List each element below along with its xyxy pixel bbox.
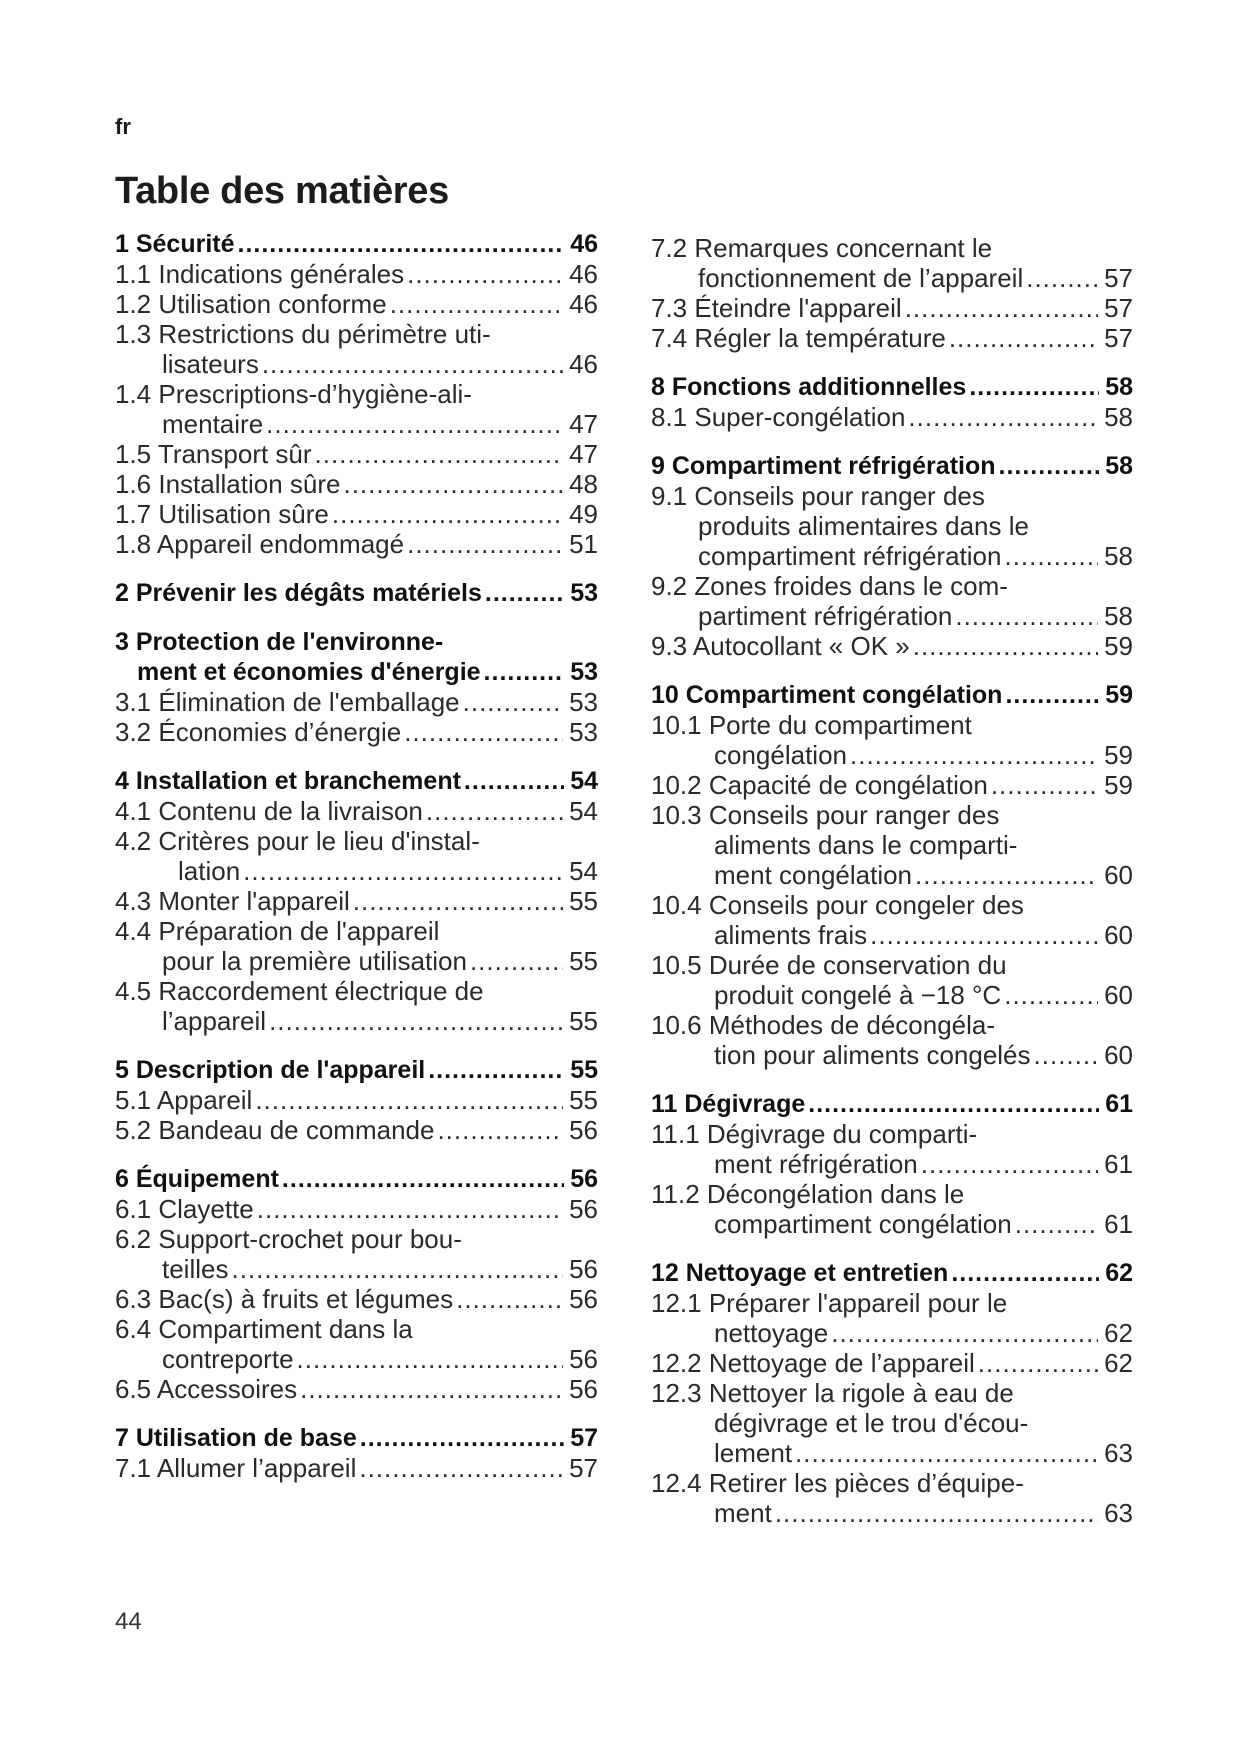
- page-ref: 46: [569, 349, 598, 379]
- page-ref: 53: [570, 579, 598, 607]
- page-ref: 57: [1104, 293, 1133, 323]
- page-ref: 60: [1104, 860, 1133, 890]
- page-ref: 53: [569, 687, 598, 717]
- page-ref: 55: [569, 1006, 598, 1036]
- page-ref: 46: [570, 230, 598, 258]
- page-ref: 57: [1104, 263, 1133, 293]
- page-number: 44: [115, 1608, 142, 1635]
- page-ref: 57: [1104, 323, 1133, 353]
- toc-chapter-2[interactable]: 2 Prévenir les dégâts matériels ..... 53: [115, 578, 598, 608]
- toc-section-10-3[interactable]: 10.3 Conseils pour ranger des aliments dans le comparti- ment congélation ..... 60: [651, 800, 1133, 890]
- toc-section-6-3[interactable]: 6.3 Bac(s) à fruits et légumes ..... 56: [115, 1284, 598, 1314]
- page-ref: 54: [570, 767, 598, 795]
- page-ref: 56: [569, 1115, 598, 1145]
- page-title: Table des matières: [115, 170, 449, 212]
- page-ref: 46: [569, 259, 598, 289]
- page-ref: 58: [1104, 601, 1133, 631]
- toc-section-5-1[interactable]: 5.1 Appareil ..... 55: [115, 1085, 598, 1115]
- toc-section-8-1[interactable]: 8.1 Super-congélation ..... 58: [651, 402, 1133, 432]
- page-ref: 58: [1105, 373, 1133, 401]
- toc-chapter-8[interactable]: 8 Fonctions additionnelles ..... 58: [651, 372, 1133, 402]
- toc-section-4-2[interactable]: 4.2 Critères pour le lieu d'instal- lation ..... 54: [115, 826, 598, 886]
- page-ref: 58: [1104, 402, 1133, 432]
- page-ref: 59: [1105, 681, 1133, 709]
- toc-chapter-1[interactable]: 1 Sécurité ..... 46: [115, 229, 598, 259]
- page-ref: 51: [569, 529, 598, 559]
- toc-section-3-2[interactable]: 3.2 Économies d’énergie ..... 53: [115, 717, 598, 747]
- page-ref: 55: [569, 1085, 598, 1115]
- page-ref: 59: [1104, 631, 1133, 661]
- page-ref: 62: [1105, 1259, 1133, 1287]
- toc-chapter-4[interactable]: 4 Installation et branchement ..... 54: [115, 766, 598, 796]
- toc-chapter-12[interactable]: 12 Nettoyage et entretien ..... 62: [651, 1258, 1133, 1288]
- language-code: fr: [115, 114, 131, 139]
- toc-section-6-4[interactable]: 6.4 Compartiment dans la contreporte ..... 56: [115, 1314, 598, 1374]
- page-ref: 56: [569, 1284, 598, 1314]
- toc-chapter-10[interactable]: 10 Compartiment congélation ..... 59: [651, 680, 1133, 710]
- page-ref: 46: [569, 289, 598, 319]
- page-ref: 47: [569, 409, 598, 439]
- toc-section-4-4[interactable]: 4.4 Préparation de l'appareil pour la première utilisation ..... 55: [115, 916, 598, 976]
- toc-section-12-3[interactable]: 12.3 Nettoyer la rigole à eau de dégivrage et le trou d'écou- lement ..... 63: [651, 1378, 1133, 1468]
- page-ref: 56: [569, 1254, 598, 1284]
- page-ref: 60: [1104, 920, 1133, 950]
- toc-section-1-3[interactable]: 1.3 Restrictions du périmètre uti- lisateurs ..... 46: [115, 319, 598, 379]
- toc-chapter-9[interactable]: 9 Compartiment réfrigération ..... 58: [651, 451, 1133, 481]
- toc-section-11-1[interactable]: 11.1 Dégivrage du comparti- ment réfrigération ..... 61: [651, 1119, 1133, 1179]
- toc-section-1-1[interactable]: 1.1 Indications générales ..... 46: [115, 259, 598, 289]
- page-ref: 59: [1104, 740, 1133, 770]
- page-ref: 58: [1105, 452, 1133, 480]
- toc-section-1-2[interactable]: 1.2 Utilisation conforme ..... 46: [115, 289, 598, 319]
- toc-section-9-1[interactable]: 9.1 Conseils pour ranger des produits alimentaires dans le compartiment réfrigération ..... 58: [651, 481, 1133, 571]
- page-ref: 53: [569, 717, 598, 747]
- page-ref: 57: [570, 1424, 598, 1452]
- page-ref: 61: [1105, 1090, 1133, 1118]
- toc-chapter-7[interactable]: 7 Utilisation de base ..... 57: [115, 1423, 598, 1453]
- toc-chapter-3[interactable]: 3 Protection de l'environne- ment et économies d'énergie ..... 53: [115, 627, 598, 687]
- page-ref: 57: [569, 1453, 598, 1483]
- page-ref: 54: [569, 856, 598, 886]
- toc-section-4-1[interactable]: 4.1 Contenu de la livraison ..... 54: [115, 796, 598, 826]
- page-ref: 63: [1104, 1438, 1133, 1468]
- page-ref: 47: [569, 439, 598, 469]
- page-ref: 61: [1104, 1149, 1133, 1179]
- page-ref: 62: [1104, 1318, 1133, 1348]
- page-ref: 54: [569, 796, 598, 826]
- toc-section-7-3[interactable]: 7.3 Éteindre l'appareil ..... 57: [651, 293, 1133, 323]
- toc-section-10-2[interactable]: 10.2 Capacité de congélation ..... 59: [651, 770, 1133, 800]
- toc-section-11-2[interactable]: 11.2 Décongélation dans le compartiment congélation ..... 61: [651, 1179, 1133, 1239]
- page-ref: 63: [1104, 1498, 1133, 1528]
- toc-section-7-4[interactable]: 7.4 Régler la température ..... 57: [651, 323, 1133, 353]
- page-ref: 49: [569, 499, 598, 529]
- toc-section-4-5[interactable]: 4.5 Raccordement électrique de l’appareil ..... 55: [115, 976, 598, 1036]
- toc-section-12-1[interactable]: 12.1 Préparer l'appareil pour le nettoyage ..... 62: [651, 1288, 1133, 1348]
- page-ref: 55: [570, 1056, 598, 1084]
- toc-chapter-11[interactable]: 11 Dégivrage ..... 61: [651, 1089, 1133, 1119]
- toc-section-10-6[interactable]: 10.6 Méthodes de décongéla- tion pour aliments congelés ..... 60: [651, 1010, 1133, 1070]
- page-ref: 61: [1104, 1209, 1133, 1239]
- toc-section-1-7[interactable]: 1.7 Utilisation sûre ..... 49: [115, 499, 598, 529]
- toc-section-5-2[interactable]: 5.2 Bandeau de commande ..... 56: [115, 1115, 598, 1145]
- toc-section-7-2[interactable]: 7.2 Remarques concernant le fonctionnement de l’appareil ..... 57: [651, 233, 1133, 293]
- page-ref: 56: [569, 1374, 598, 1404]
- toc-section-10-4[interactable]: 10.4 Conseils pour congeler des aliments frais ..... 60: [651, 890, 1133, 950]
- toc-section-1-8[interactable]: 1.8 Appareil endommagé ..... 51: [115, 529, 598, 559]
- toc-section-10-5[interactable]: 10.5 Durée de conservation du produit congelé à −18 °C ..... 60: [651, 950, 1133, 1010]
- toc-column-left: [115, 229, 598, 1483]
- toc-section-9-3[interactable]: 9.3 Autocollant « OK » ..... 59: [651, 631, 1133, 661]
- toc-section-7-1[interactable]: 7.1 Allumer l’appareil ..... 57: [115, 1453, 598, 1483]
- toc-section-6-2[interactable]: 6.2 Support-crochet pour bou- teilles ..... 56: [115, 1224, 598, 1284]
- page-ref: 60: [1104, 1040, 1133, 1070]
- page-ref: 56: [569, 1194, 598, 1224]
- toc-section-1-4[interactable]: 1.4 Prescriptions-d’hygiène-ali- mentaire ..... 47: [115, 379, 598, 439]
- page-ref: 58: [1104, 541, 1133, 571]
- toc-section-6-1[interactable]: 6.1 Clayette ..... 56: [115, 1194, 598, 1224]
- toc-section-1-5[interactable]: 1.5 Transport sûr ..... 47: [115, 439, 598, 469]
- toc-section-10-1[interactable]: 10.1 Porte du compartiment congélation ..... 59: [651, 710, 1133, 770]
- page-ref: 56: [570, 1165, 598, 1193]
- toc-section-9-2[interactable]: 9.2 Zones froides dans le com- partiment réfrigération ..... 58: [651, 571, 1133, 631]
- toc-section-12-2[interactable]: 12.2 Nettoyage de l’appareil ..... 62: [651, 1348, 1133, 1378]
- page-ref: 59: [1104, 770, 1133, 800]
- page-ref: 55: [569, 946, 598, 976]
- toc-section-12-4[interactable]: 12.4 Retirer les pièces d’équipe- ment ..... 63: [651, 1468, 1133, 1528]
- page-ref: 60: [1104, 980, 1133, 1010]
- toc-chapter-5[interactable]: 5 Description de l'appareil ..... 55: [115, 1055, 598, 1085]
- toc-section-3-1[interactable]: 3.1 Élimination de l'emballage ..... 53: [115, 687, 598, 717]
- toc-section-1-6[interactable]: 1.6 Installation sûre ..... 48: [115, 469, 598, 499]
- page-ref: 56: [569, 1344, 598, 1374]
- toc-column-right: [651, 233, 1133, 1528]
- page-ref: 48: [569, 469, 598, 499]
- page-ref: 53: [570, 658, 598, 686]
- toc-section-4-3[interactable]: 4.3 Monter l'appareil ..... 55: [115, 886, 598, 916]
- page-ref: 55: [569, 886, 598, 916]
- page-ref: 62: [1104, 1348, 1133, 1378]
- toc-section-6-5[interactable]: 6.5 Accessoires ..... 56: [115, 1374, 598, 1404]
- toc-chapter-6[interactable]: 6 Équipement ..... 56: [115, 1164, 598, 1194]
